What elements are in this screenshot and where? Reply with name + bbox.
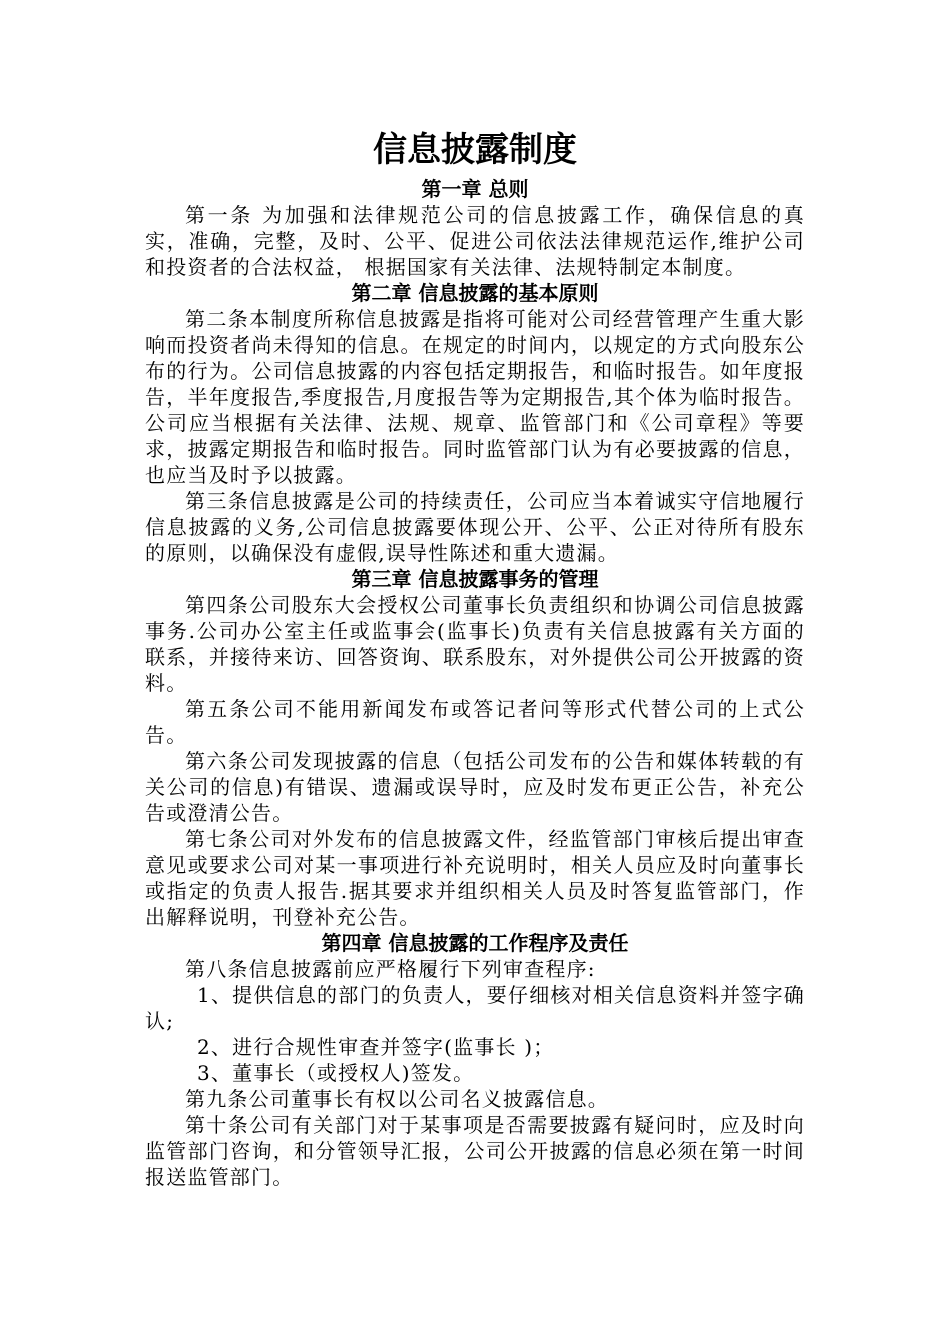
document-page [145, 124, 805, 1190]
article-9: 第九条公司董事长有权以公司名义披露信息。 [185, 1087, 609, 1111]
chapter-heading: 第三章 信息披露事务的管理 [351, 567, 599, 591]
chapter-heading: 第二章 信息披露的基本原则 [351, 281, 599, 305]
chapter-heading: 第四章 信息披露的工作程序及责任 [321, 931, 629, 955]
article-3: 第三条信息披露是公司的持续责任，公司应当本着诚实守信地履行信息披露的义务,公司信息披露要体现公开、公平、公正对待所有股东的原则，以确保没有虚假,误导性陈述和重大遗漏。 [145, 489, 805, 565]
document-title: 信息披露制度 [373, 130, 577, 170]
article-7: 第七条公司对外发布的信息披露文件，经监管部门审核后提出审查意见或要求公司对某一事项进行补充说明时，相关人员应及时向董事长或指定的负责人报告.据其要求并组织相关人员及时答复监管部门，作出解释说明，刊登补充公告。 [145, 827, 805, 929]
article-2: 第二条本制度所称信息披露是指将可能对公司经营管理产生重大影响而投资者尚未得知的信息。在规定的时间内，以规定的方式向股东公布的行为。公司信息披露的内容包括定期报告，和临时报告。如年度报告，半年度报告,季度报告,月度报告等为定期报告,其个体为临时报告。公司应当根据有关法律、法规、规章、监管部门和《公司章程》等要求，披露定期报告和临时报告。同时监管部门认为有必要披露的信息，也应当及时予以披露。 [145, 307, 805, 487]
chapter-1 [145, 176, 805, 280]
procedure-item-2: 2、进行合规性审查并签字(监事长 )； [197, 1035, 555, 1059]
chapter-2 [145, 280, 805, 566]
procedure-item-1: 1、提供信息的部门的负责人，要仔细核对相关信息资料并签字确认; [145, 983, 805, 1033]
article-5: 第五条公司不能用新闻发布或答记者问等形式代替公司的上式公告。 [145, 697, 805, 747]
article-4: 第四条公司股东大会授权公司董事长负责组织和协调公司信息披露事务.公司办公室主任或监事会(监事长)负责有关信息披露有关方面的联系，并接待来访、回答资询、联系股东，对外提供公司公开披露的资料。 [145, 593, 805, 695]
article-8: 第八条信息披露前应严格履行下列审查程序: [185, 957, 596, 981]
article-10: 第十条公司有关部门对于某事项是否需要披露有疑问时，应及时向监管部门咨询，和分管领导汇报，公司公开披露的信息必须在第一时间报送监管部门。 [145, 1113, 805, 1189]
article-6: 第六条公司发现披露的信息（包括公司发布的公告和媒体转载的有关公司的信息)有错误、遗漏或误导时，应及时发布更正公告，补充公告或澄清公告。 [145, 749, 805, 825]
chapter-heading: 第一章 总则 [421, 177, 529, 201]
article-1: 第一条 为加强和法律规范公司的信息披露工作，确保信息的真实，准确，完整，及时、公平、促进公司依法法律规范运作,维护公司和投资者的合法权益， 根据国家有关法律、法规特制定本制度。 [145, 203, 805, 279]
chapter-3 [145, 566, 805, 930]
procedure-item-3: 3、董事长（或授权人)签发。 [197, 1061, 475, 1085]
chapter-4 [145, 930, 805, 1190]
